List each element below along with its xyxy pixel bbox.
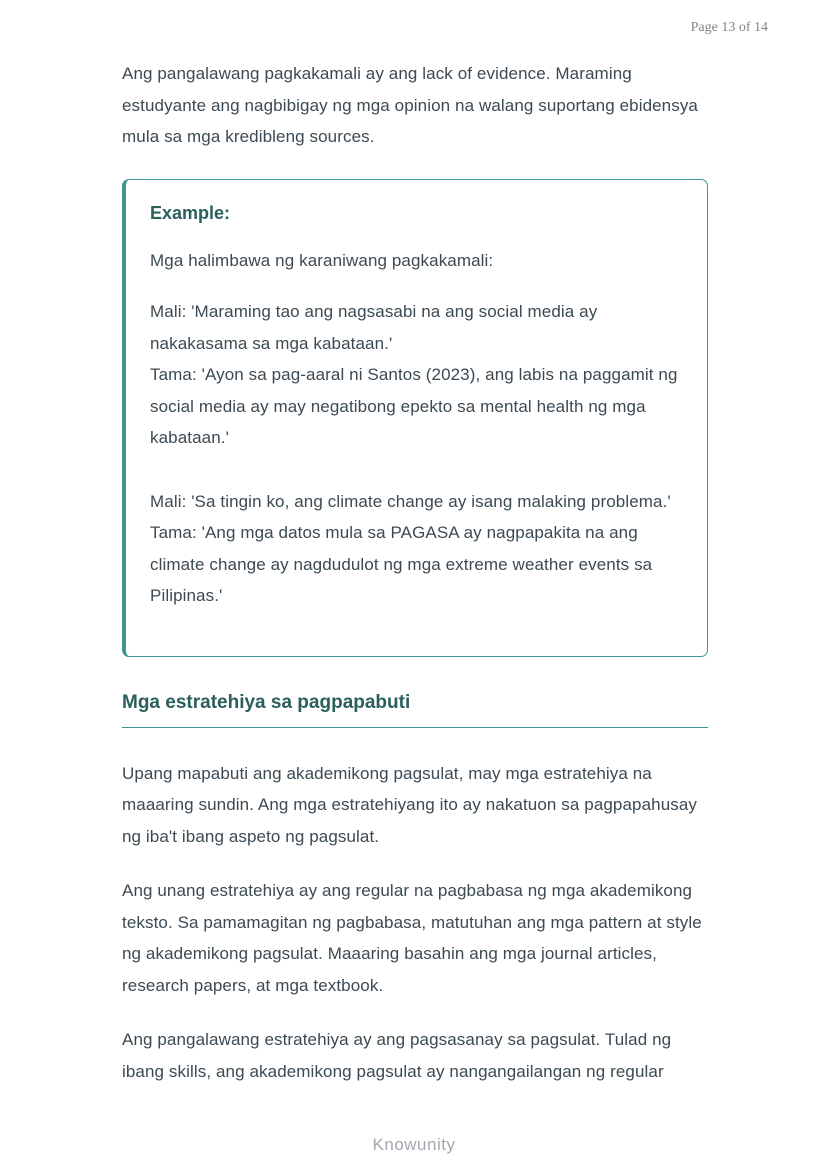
- example-pair: [150, 296, 681, 454]
- example-pair: [150, 486, 681, 612]
- paragraph: Ang unang estratehiya ay ang regular na pagbabasa ng mga akademikong teksto. Sa pamamagitan ng pagbabasa, matutuhan ang mga pattern at style ng akademikong pagsulat. Maaaring basahin ang mga journal articles, research papers, at mga textbook.: [122, 881, 702, 995]
- paragraph: Upang mapabuti ang akademikong pagsulat, may mga estratehiya na maaaring sundin. Ang mga estratehiyang ito ay nakatuon sa pagpapahusay ng iba't ibang aspeto ng pagsulat.: [122, 763, 698, 846]
- page-content: [122, 58, 708, 1087]
- mali-statement: Mali: 'Maraming tao ang nagsasabi na ang social media ay nakakasama sa mga kabataan.': [150, 302, 598, 353]
- intro-paragraph: Ang pangalawang pagkakamali ay ang lack of evidence. Maraming estudyante ang nagbibigay ng mga opinion na walang suportang ebidensya mula sa mga kredibleng sources.: [122, 64, 698, 146]
- heading-rule: [122, 727, 708, 728]
- paragraph: Ang pangalawang estratehiya ay ang pagsasanay sa pagsulat. Tulad ng ibang skills, ang akademikong pagsulat ay nangangailangan ng regular: [122, 1030, 672, 1081]
- page-number: Page 13 of 14: [690, 20, 768, 35]
- example-intro: Mga halimbawa ng karaniwang pagkakamali:: [150, 250, 494, 270]
- tama-statement: Tama: 'Ang mga datos mula sa PAGASA ay nagpapakita na ang climate change ay nagdudulot ng mga extreme weather events sa Pilipinas.': [150, 523, 653, 605]
- section-heading: Mga estratehiya sa pagpapabuti: [122, 691, 411, 713]
- mali-statement: Mali: 'Sa tingin ko, ang climate change ay isang malaking problema.': [150, 491, 671, 511]
- example-box-title: Example:: [150, 202, 231, 223]
- example-box: [122, 179, 708, 657]
- tama-statement: Tama: 'Ayon sa pag-aaral ni Santos (2023), ang labis na paggamit ng social media ay may negatibong epekto sa mental health ng mga kabataan.': [150, 365, 678, 447]
- footer-brand: Knowunity: [372, 1135, 456, 1154]
